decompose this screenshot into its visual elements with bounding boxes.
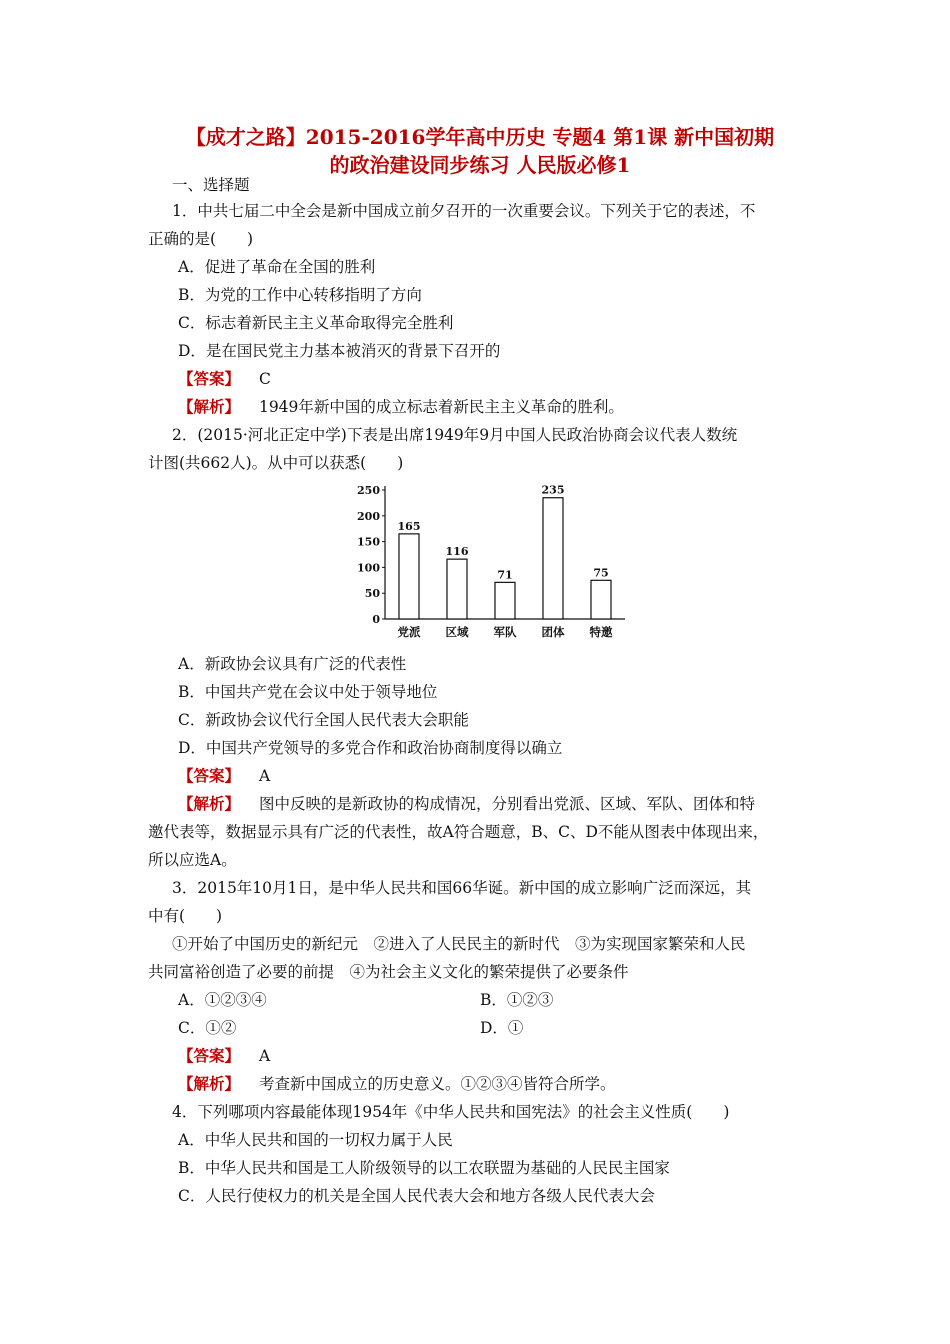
q3-analysis-text: 考查新中国成立的历史意义。①②③④皆符合所学。 xyxy=(258,1075,616,1093)
chart-bar xyxy=(591,580,611,619)
q1-analysis-text: 1949年新中国的成立标志着新民主主义革命的胜利。 xyxy=(258,398,624,416)
q3-answer xyxy=(178,1045,270,1067)
chart-bar xyxy=(495,582,515,619)
y-tick-label: 200 xyxy=(357,509,380,523)
x-category-label: 区域 xyxy=(445,625,469,639)
q4-option-a: A．中华人民共和国的一切权力属于人民 xyxy=(178,1131,453,1149)
q3-stem-line1: 3．2015年10月1日，是中华人民共和国66华诞。新中国的成立影响广泛而深远，其 xyxy=(172,879,752,897)
q2-option-d: D．中国共产党领导的多党合作和政治协商制度得以确立 xyxy=(178,739,563,757)
chart-bar xyxy=(543,498,563,619)
q4-option-b: B．中华人民共和国是工人阶级领导的以工农联盟为基础的人民民主国家 xyxy=(178,1159,670,1177)
analysis-tag: 【解析】 xyxy=(178,397,241,416)
bar-value-label: 71 xyxy=(497,568,513,582)
y-tick-label: 150 xyxy=(357,535,380,549)
q2-analysis-line1: 图中反映的是新政协的构成情况，分别看出党派、区域、军队、团体和特 xyxy=(258,795,755,813)
q1-stem-line2: 正确的是( ) xyxy=(148,230,254,248)
q3-option-b: B．①②③ xyxy=(480,991,554,1009)
answer-tag: 【答案】 xyxy=(178,369,241,388)
q3-option-c: C．①② xyxy=(178,1019,237,1037)
q2-option-c: C．新政协会议代行全国人民代表大会职能 xyxy=(178,711,469,729)
q2-stem-line2: 计图(共662人)。从中可以获悉( ) xyxy=(148,454,404,472)
chart-canvas xyxy=(340,478,640,648)
q1-stem-line1: 1．中共七届二中全会是新中国成立前夕召开的一次重要会议。下列关于它的表述，不 xyxy=(172,202,756,220)
q2-analysis xyxy=(178,793,755,815)
q3-stem-line2: 中有( ) xyxy=(148,907,223,925)
answer-tag: 【答案】 xyxy=(178,766,241,785)
q1-option-d: D．是在国民党主力基本被消灭的背景下召开的 xyxy=(178,342,501,360)
bar-value-label: 75 xyxy=(593,566,609,580)
q2-answer-value: A xyxy=(258,767,271,785)
bar-value-label: 165 xyxy=(397,519,421,533)
bar-value-label: 235 xyxy=(541,483,565,497)
q1-analysis xyxy=(178,396,624,418)
analysis-tag: 【解析】 xyxy=(178,794,241,813)
y-tick-label: 0 xyxy=(372,613,380,626)
q3-items-line1: ①开始了中国历史的新纪元 ②进入了人民民主的新时代 ③为实现国家繁荣和人民 xyxy=(172,935,746,953)
q2-analysis-line2: 邀代表等，数据显示具有广泛的代表性，故A符合题意，B、C、D不能从图表中体现出来， xyxy=(148,823,769,841)
answer-tag: 【答案】 xyxy=(178,1046,241,1065)
q1-option-c: C．标志着新民主主义革命取得完全胜利 xyxy=(178,314,454,332)
y-tick-label: 250 xyxy=(357,484,380,497)
x-category-label: 特邀 xyxy=(589,625,613,639)
document-title-line1: 【成才之路】2015-2016学年高中历史 专题4 第1课 新中国初期 xyxy=(185,125,775,149)
y-tick-label: 100 xyxy=(357,561,380,575)
q3-option-a: A．①②③④ xyxy=(178,991,267,1009)
q2-answer xyxy=(178,765,270,787)
q2-option-b: B．中国共产党在会议中处于领导地位 xyxy=(178,683,438,701)
chart-bar xyxy=(447,559,467,619)
x-category-label: 军队 xyxy=(493,625,517,639)
q4-stem: 4．下列哪项内容最能体现1954年《中华人民共和国宪法》的社会主义性质( ) xyxy=(172,1103,730,1121)
y-tick-label: 50 xyxy=(364,587,380,601)
q3-option-d: D．① xyxy=(480,1019,524,1037)
q3-items-line2: 共同富裕创造了必要的前提 ④为社会主义文化的繁荣提供了必要条件 xyxy=(148,963,629,981)
q3-analysis xyxy=(178,1073,615,1095)
q1-answer xyxy=(178,368,271,390)
q1-option-a: A．促进了革命在全国的胜利 xyxy=(178,258,376,276)
analysis-tag: 【解析】 xyxy=(178,1074,241,1093)
delegates-bar-chart xyxy=(340,478,640,648)
x-category-label: 团体 xyxy=(541,625,565,639)
chart-bar xyxy=(399,534,419,619)
section-heading: 一、选择题 xyxy=(172,176,250,194)
q2-option-a: A．新政协会议具有广泛的代表性 xyxy=(178,655,407,673)
q2-analysis-line3: 所以应选A。 xyxy=(148,851,237,869)
q1-answer-value: C xyxy=(258,370,271,388)
x-category-label: 党派 xyxy=(397,625,421,639)
q4-option-c: C．人民行使权力的机关是全国人民代表大会和地方各级人民代表大会 xyxy=(178,1187,655,1205)
q3-answer-value: A xyxy=(258,1047,271,1065)
q2-stem-line1: 2．(2015·河北正定中学)下表是出席1949年9月中国人民政治协商会议代表人数统 xyxy=(172,426,738,444)
bar-value-label: 116 xyxy=(445,545,469,559)
document-title-line2: 的政治建设同步练习 人民版必修1 xyxy=(329,153,631,177)
q1-option-b: B．为党的工作中心转移指明了方向 xyxy=(178,286,422,304)
